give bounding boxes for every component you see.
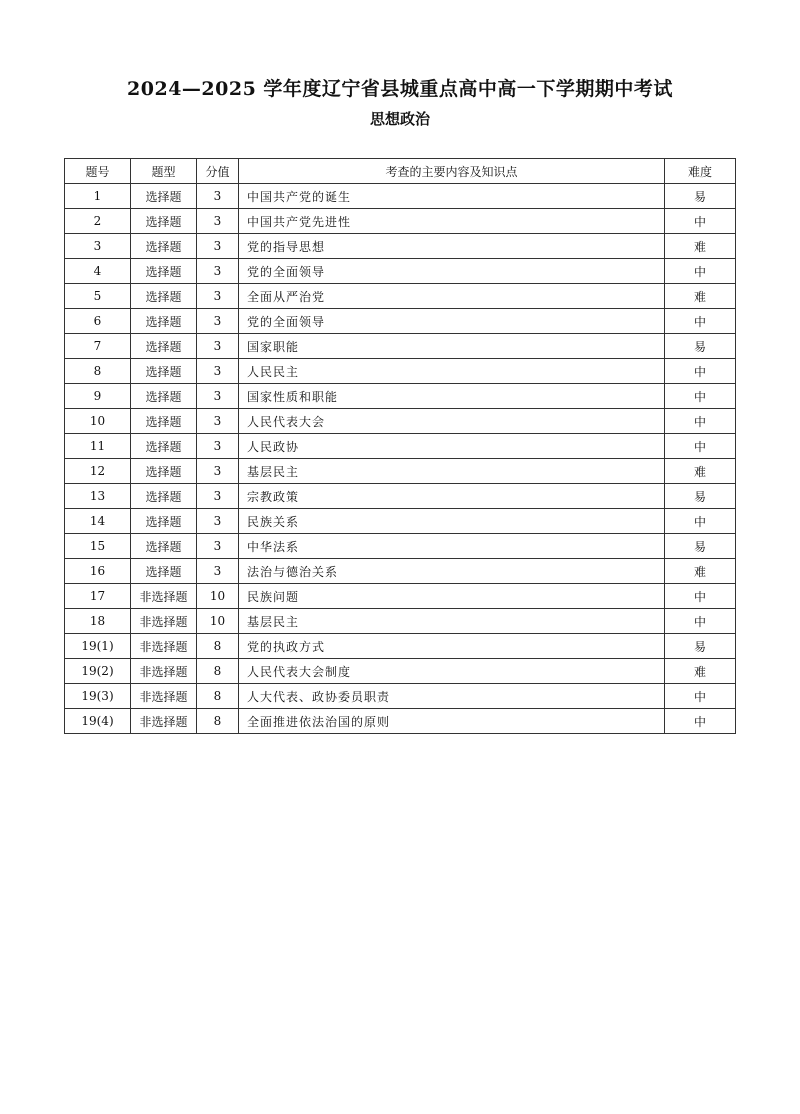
table-row bbox=[65, 434, 736, 459]
table-row bbox=[65, 534, 736, 559]
page-subtitle: 思想政治 bbox=[369, 110, 430, 128]
cell-question-number: 4 bbox=[65, 259, 131, 284]
cell-question-number: 11 bbox=[65, 434, 131, 459]
cell-difficulty: 难 bbox=[665, 559, 736, 584]
cell-difficulty: 中 bbox=[665, 409, 736, 434]
column-header-difficulty: 难度 bbox=[665, 159, 736, 184]
cell-score: 3 bbox=[197, 359, 239, 384]
cell-difficulty: 中 bbox=[665, 709, 736, 734]
cell-question-number: 8 bbox=[65, 359, 131, 384]
cell-question-type: 选择题 bbox=[131, 559, 197, 584]
table-row bbox=[65, 684, 736, 709]
cell-question-type: 选择题 bbox=[131, 434, 197, 459]
cell-difficulty: 中 bbox=[665, 384, 736, 409]
cell-content: 人民代表大会 bbox=[239, 409, 665, 434]
cell-content: 党的全面领导 bbox=[239, 309, 665, 334]
cell-score: 3 bbox=[197, 334, 239, 359]
cell-score: 3 bbox=[197, 559, 239, 584]
cell-difficulty: 中 bbox=[665, 209, 736, 234]
cell-question-type: 选择题 bbox=[131, 484, 197, 509]
cell-question-number: 14 bbox=[65, 509, 131, 534]
cell-content: 党的全面领导 bbox=[239, 259, 665, 284]
table-row bbox=[65, 709, 736, 734]
cell-content: 人民政协 bbox=[239, 434, 665, 459]
cell-score: 3 bbox=[197, 209, 239, 234]
cell-content: 法治与德治关系 bbox=[239, 559, 665, 584]
cell-question-number: 16 bbox=[65, 559, 131, 584]
cell-difficulty: 易 bbox=[665, 184, 736, 209]
cell-difficulty: 中 bbox=[665, 509, 736, 534]
table-row bbox=[65, 584, 736, 609]
cell-score: 3 bbox=[197, 484, 239, 509]
cell-content: 基层民主 bbox=[239, 459, 665, 484]
cell-question-type: 选择题 bbox=[131, 209, 197, 234]
cell-score: 8 bbox=[197, 684, 239, 709]
cell-question-type: 选择题 bbox=[131, 384, 197, 409]
cell-content: 基层民主 bbox=[239, 609, 665, 634]
cell-difficulty: 中 bbox=[665, 609, 736, 634]
cell-question-number: 19(4) bbox=[65, 709, 131, 734]
cell-content: 民族关系 bbox=[239, 509, 665, 534]
cell-question-number: 6 bbox=[65, 309, 131, 334]
table-row bbox=[65, 209, 736, 234]
cell-content: 国家性质和职能 bbox=[239, 384, 665, 409]
cell-question-number: 2 bbox=[65, 209, 131, 234]
cell-content: 国家职能 bbox=[239, 334, 665, 359]
cell-question-type: 选择题 bbox=[131, 184, 197, 209]
cell-score: 3 bbox=[197, 459, 239, 484]
table-row bbox=[65, 359, 736, 384]
table-row bbox=[65, 509, 736, 534]
table-row bbox=[65, 634, 736, 659]
cell-question-number: 18 bbox=[65, 609, 131, 634]
cell-question-number: 5 bbox=[65, 284, 131, 309]
cell-score: 3 bbox=[197, 184, 239, 209]
cell-question-number: 17 bbox=[65, 584, 131, 609]
cell-question-type: 非选择题 bbox=[131, 584, 197, 609]
cell-score: 8 bbox=[197, 659, 239, 684]
cell-content: 人大代表、政协委员职责 bbox=[239, 684, 665, 709]
cell-score: 10 bbox=[197, 609, 239, 634]
table-row bbox=[65, 309, 736, 334]
cell-question-type: 选择题 bbox=[131, 259, 197, 284]
cell-question-type: 非选择题 bbox=[131, 684, 197, 709]
cell-content: 全面推进依法治国的原则 bbox=[239, 709, 665, 734]
cell-question-type: 选择题 bbox=[131, 284, 197, 309]
cell-content: 人民代表大会制度 bbox=[239, 659, 665, 684]
column-header-type: 题型 bbox=[131, 159, 197, 184]
cell-score: 3 bbox=[197, 534, 239, 559]
table-row bbox=[65, 184, 736, 209]
table-row bbox=[65, 259, 736, 284]
cell-question-type: 选择题 bbox=[131, 309, 197, 334]
table-row bbox=[65, 384, 736, 409]
cell-content: 宗教政策 bbox=[239, 484, 665, 509]
cell-score: 3 bbox=[197, 234, 239, 259]
cell-question-number: 19(2) bbox=[65, 659, 131, 684]
cell-question-type: 选择题 bbox=[131, 459, 197, 484]
cell-question-number: 13 bbox=[65, 484, 131, 509]
table-row bbox=[65, 409, 736, 434]
cell-question-type: 选择题 bbox=[131, 334, 197, 359]
cell-score: 10 bbox=[197, 584, 239, 609]
page-title: 2024—2025 学年度辽宁省县城重点高中高一下学期期中考试 bbox=[127, 78, 673, 100]
cell-question-number: 12 bbox=[65, 459, 131, 484]
cell-question-type: 非选择题 bbox=[131, 609, 197, 634]
cell-content: 党的指导思想 bbox=[239, 234, 665, 259]
cell-difficulty: 中 bbox=[665, 359, 736, 384]
cell-question-type: 非选择题 bbox=[131, 659, 197, 684]
column-header-score: 分值 bbox=[197, 159, 239, 184]
cell-score: 3 bbox=[197, 259, 239, 284]
cell-content: 民族问题 bbox=[239, 584, 665, 609]
cell-question-number: 1 bbox=[65, 184, 131, 209]
cell-content: 人民民主 bbox=[239, 359, 665, 384]
column-header-number: 题号 bbox=[65, 159, 131, 184]
cell-content: 中国共产党的诞生 bbox=[239, 184, 665, 209]
cell-difficulty: 中 bbox=[665, 584, 736, 609]
cell-question-type: 选择题 bbox=[131, 409, 197, 434]
cell-question-type: 非选择题 bbox=[131, 709, 197, 734]
cell-content: 全面从严治党 bbox=[239, 284, 665, 309]
cell-difficulty: 难 bbox=[665, 234, 736, 259]
cell-score: 3 bbox=[197, 509, 239, 534]
cell-score: 3 bbox=[197, 284, 239, 309]
cell-question-type: 选择题 bbox=[131, 509, 197, 534]
cell-score: 3 bbox=[197, 384, 239, 409]
cell-difficulty: 中 bbox=[665, 434, 736, 459]
cell-question-number: 9 bbox=[65, 384, 131, 409]
cell-content: 中国共产党先进性 bbox=[239, 209, 665, 234]
cell-difficulty: 中 bbox=[665, 309, 736, 334]
cell-difficulty: 中 bbox=[665, 684, 736, 709]
table-row bbox=[65, 284, 736, 309]
table-row bbox=[65, 659, 736, 684]
table-row bbox=[65, 609, 736, 634]
table-body bbox=[65, 184, 736, 734]
cell-difficulty: 易 bbox=[665, 334, 736, 359]
table-row bbox=[65, 484, 736, 509]
cell-question-type: 选择题 bbox=[131, 234, 197, 259]
cell-question-type: 选择题 bbox=[131, 359, 197, 384]
cell-question-number: 19(1) bbox=[65, 634, 131, 659]
cell-question-type: 非选择题 bbox=[131, 634, 197, 659]
cell-difficulty: 难 bbox=[665, 284, 736, 309]
cell-question-number: 7 bbox=[65, 334, 131, 359]
table-row bbox=[65, 559, 736, 584]
table-row bbox=[65, 459, 736, 484]
cell-difficulty: 中 bbox=[665, 259, 736, 284]
cell-difficulty: 难 bbox=[665, 459, 736, 484]
cell-difficulty: 易 bbox=[665, 484, 736, 509]
table-row bbox=[65, 234, 736, 259]
table-header-row bbox=[65, 159, 736, 184]
cell-difficulty: 易 bbox=[665, 534, 736, 559]
cell-question-number: 15 bbox=[65, 534, 131, 559]
cell-question-type: 选择题 bbox=[131, 534, 197, 559]
cell-score: 8 bbox=[197, 634, 239, 659]
exam-spec-table bbox=[64, 158, 736, 734]
cell-question-number: 19(3) bbox=[65, 684, 131, 709]
cell-question-number: 3 bbox=[65, 234, 131, 259]
cell-question-number: 10 bbox=[65, 409, 131, 434]
cell-content: 党的执政方式 bbox=[239, 634, 665, 659]
cell-score: 8 bbox=[197, 709, 239, 734]
cell-score: 3 bbox=[197, 409, 239, 434]
cell-difficulty: 难 bbox=[665, 659, 736, 684]
cell-score: 3 bbox=[197, 434, 239, 459]
cell-difficulty: 易 bbox=[665, 634, 736, 659]
table-row bbox=[65, 334, 736, 359]
cell-content: 中华法系 bbox=[239, 534, 665, 559]
cell-score: 3 bbox=[197, 309, 239, 334]
column-header-content: 考查的主要内容及知识点 bbox=[239, 159, 665, 184]
